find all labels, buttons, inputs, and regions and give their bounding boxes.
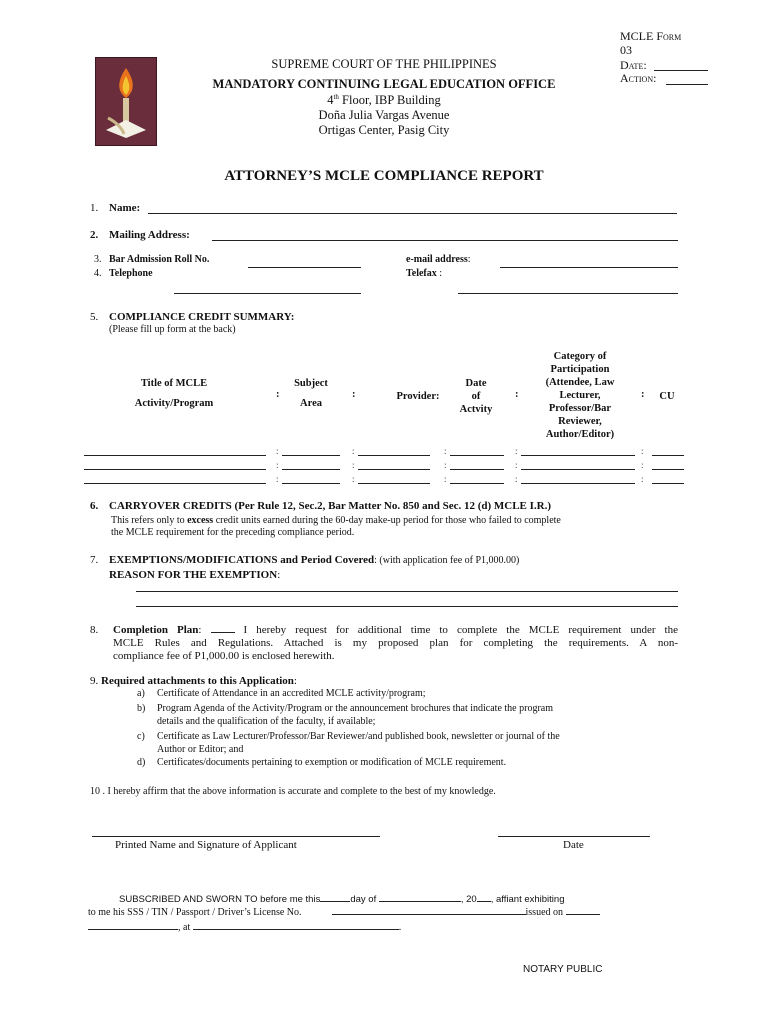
table-row-colon: : <box>515 460 518 470</box>
table-row-colon: : <box>276 474 279 484</box>
form-id-line2: 03 <box>620 43 632 57</box>
table-row-colon: : <box>444 460 447 470</box>
form-id-line1: MCLE Form <box>620 29 682 43</box>
attachment-letter: a) <box>137 688 145 699</box>
attachment-item-text: Program Agenda of the Activity/Program or the announcement brochures that indicate the program <box>157 703 553 714</box>
table-row-colon: : <box>276 446 279 456</box>
carryover-text-2: the MCLE requirement for the preceding compliance period. <box>111 527 355 538</box>
address-street: Doña Julia Vargas Avenue <box>318 108 450 122</box>
sworn-month-field[interactable] <box>379 901 461 902</box>
attachments-heading: 9. Required attachments to this Application: <box>90 675 297 687</box>
applicant-signature-line[interactable] <box>92 836 380 837</box>
affirmation-text: 10 . I hereby affirm that the above information is accurate and complete to the best of my knowledge. <box>90 786 496 797</box>
table-row-colon: : <box>276 460 279 470</box>
table-cell-line[interactable] <box>358 469 430 470</box>
item2-number: 2. <box>90 229 99 241</box>
table-row-colon: : <box>515 446 518 456</box>
mailing-label: Mailing Address: <box>109 229 190 241</box>
table-row-colon: : <box>641 460 644 470</box>
license-number-field[interactable] <box>332 914 526 915</box>
summary-label: COMPLIANCE CREDIT SUMMARY: <box>109 311 295 323</box>
attachment-letter: d) <box>137 757 146 768</box>
attachment-item-text: details and the qualification of the faculty, if available; <box>157 716 376 727</box>
carryover-text-1: This refers only to excess credit units earned during the 60-day make-up period for those who failed to complete <box>111 515 561 526</box>
col-category-line: Category of <box>553 351 607 362</box>
sworn-day-field[interactable] <box>320 901 350 902</box>
carryover-label: CARRYOVER CREDITS (Per Rule 12, Sec.2, Bar Matter No. 850 and Sec. 12 (d) MCLE I.R.) <box>109 500 552 512</box>
col-colon-3: : <box>515 389 519 400</box>
page-title: ATTORNEY’S MCLE COMPLIANCE REPORT <box>224 168 544 184</box>
attachment-item-text: Certificates/documents pertaining to exemption or modification of MCLE requirement. <box>157 757 507 768</box>
table-cell-line[interactable] <box>282 455 340 456</box>
issued-place-field[interactable] <box>193 929 399 930</box>
completion-line-1: Completion Plan: I hereby request for additional time to complete the MCLE requirement under the <box>113 624 678 636</box>
table-cell-line[interactable] <box>521 455 635 456</box>
table-cell-line[interactable] <box>450 455 504 456</box>
attachment-letter: c) <box>137 731 145 742</box>
signature-date-label: Date <box>563 839 584 851</box>
table-row-colon: : <box>641 474 644 484</box>
table-cell-line[interactable] <box>450 483 504 484</box>
sworn-line-2: to me his SSS / TIN / Passport / Driver’s License No. issued on <box>88 907 600 918</box>
table-cell-line[interactable] <box>358 455 430 456</box>
email-label: e-mail address: <box>406 254 471 265</box>
completion-line-2: MCLE Rules and Regulations. Attached is my proposed plan for completing the requirements. A non- <box>113 637 678 649</box>
sworn-line-1: SUBSCRIBED AND SWORN TO before me this day of , 20 , affiant exhibiting <box>119 894 565 905</box>
issued-on-field[interactable] <box>566 914 600 915</box>
sworn-year-field[interactable] <box>477 901 491 902</box>
completion-line-3: compliance fee of P1,000.00 is enclosed herewith. <box>113 650 335 662</box>
table-row-colon: : <box>641 446 644 456</box>
item1-number: 1. <box>90 202 99 214</box>
summary-note: (Please fill up form at the back) <box>109 324 236 335</box>
attachment-letter: b) <box>137 703 146 714</box>
table-cell-line[interactable] <box>358 483 430 484</box>
address-floor <box>0 93 768 108</box>
roll-number-field[interactable] <box>248 267 361 268</box>
floor-rest: Floor, IBP Building <box>338 93 441 108</box>
mailing-address-field[interactable] <box>212 240 678 241</box>
issued-date-field[interactable] <box>88 929 178 930</box>
floor-number: 4 <box>327 93 334 108</box>
attachment-item-text: Certificate as Law Lecturer/Professor/Bar Reviewer/and published book, newsletter or journal of the <box>157 731 560 742</box>
form-id <box>620 29 681 57</box>
table-row-colon: : <box>352 460 355 470</box>
item5-number: 5. <box>90 311 99 323</box>
table-row-colon: : <box>444 474 447 484</box>
action-label: Action: <box>620 71 657 85</box>
email-field[interactable] <box>500 267 678 268</box>
office-name: MANDATORY CONTINUING LEGAL EDUCATION OFFICE <box>212 77 556 91</box>
item3-number: 3. <box>94 254 102 265</box>
table-cell-line[interactable] <box>282 483 340 484</box>
table-row-colon: : <box>352 474 355 484</box>
sworn-line-3: , at . <box>88 922 401 933</box>
col-date-c: Actvity <box>459 404 493 415</box>
col-date-a: Date <box>465 378 487 389</box>
table-cell-line[interactable] <box>84 455 266 456</box>
col-category-line: Participation <box>550 364 610 375</box>
item8-number: 8. <box>90 624 99 636</box>
name-field[interactable] <box>148 213 677 214</box>
notary-public-label: NOTARY PUBLIC <box>523 964 603 975</box>
col-category-line: Professor/Bar <box>548 403 612 414</box>
attachment-item-text: Certificate of Attendance in an accredited MCLE activity/program; <box>157 688 426 699</box>
col-category-line: Reviewer, <box>558 416 602 427</box>
exemption-reason-line-1[interactable] <box>136 591 678 592</box>
table-cell-line[interactable] <box>282 469 340 470</box>
col-title-a: Title of MCLE <box>140 378 208 389</box>
col-category-line: (Attendee, Law <box>545 377 615 388</box>
table-cell-line[interactable] <box>84 483 266 484</box>
table-cell-line[interactable] <box>521 483 635 484</box>
printed-name-label: Printed Name and Signature of Applicant <box>115 839 297 851</box>
telefax-field[interactable] <box>458 293 678 294</box>
telephone-field[interactable] <box>174 293 361 294</box>
name-label: Name: <box>109 202 141 214</box>
telefax-label: Telefax : <box>406 268 443 279</box>
exemption-reason-line-2[interactable] <box>136 606 678 607</box>
col-category-line: Author/Editor) <box>545 429 615 440</box>
col-subject-b: Area <box>300 398 322 409</box>
floor-suffix: th <box>333 93 339 101</box>
completion-check-field[interactable] <box>211 632 235 633</box>
item7-number: 7. <box>90 554 99 566</box>
col-provider: Provider: <box>396 391 440 402</box>
col-colon-1: : <box>276 389 280 400</box>
col-category <box>524 350 636 441</box>
roll-label: Bar Admission Roll No. <box>109 254 210 265</box>
exemptions-heading: EXEMPTIONS/MODIFICATIONS and Period Covered: (with application fee of P1,000.00) <box>109 554 520 566</box>
table-row-colon: : <box>352 446 355 456</box>
table-cell-line[interactable] <box>521 469 635 470</box>
court-name: SUPREME COURT OF THE PHILIPPINES <box>271 57 497 71</box>
col-colon-4: : <box>641 389 645 400</box>
telephone-label: Telephone <box>109 268 153 279</box>
col-subject-a: Subject <box>294 378 328 389</box>
address-city: Ortigas Center, Pasig City <box>318 123 450 137</box>
col-date-b: of <box>471 391 481 402</box>
table-row-colon: : <box>444 446 447 456</box>
col-colon-2: : <box>352 389 356 400</box>
attachment-item-text: Author or Editor; and <box>157 744 244 755</box>
col-category-line: Lecturer, <box>559 390 601 401</box>
table-cell-line[interactable] <box>652 455 684 456</box>
exemption-reason: REASON FOR THE EXEMPTION: <box>109 569 281 581</box>
item6-number: 6. <box>90 500 99 512</box>
table-row-colon: : <box>515 474 518 484</box>
table-cell-line[interactable] <box>652 483 684 484</box>
date-label: Date: <box>620 58 647 72</box>
item4-number: 4. <box>94 268 102 279</box>
col-cu: CU <box>659 391 675 402</box>
col-title-b: Activity/Program <box>134 398 214 409</box>
table-cell-line[interactable] <box>652 469 684 470</box>
table-cell-line[interactable] <box>84 469 266 470</box>
table-cell-line[interactable] <box>450 469 504 470</box>
date-signature-line[interactable] <box>498 836 650 837</box>
